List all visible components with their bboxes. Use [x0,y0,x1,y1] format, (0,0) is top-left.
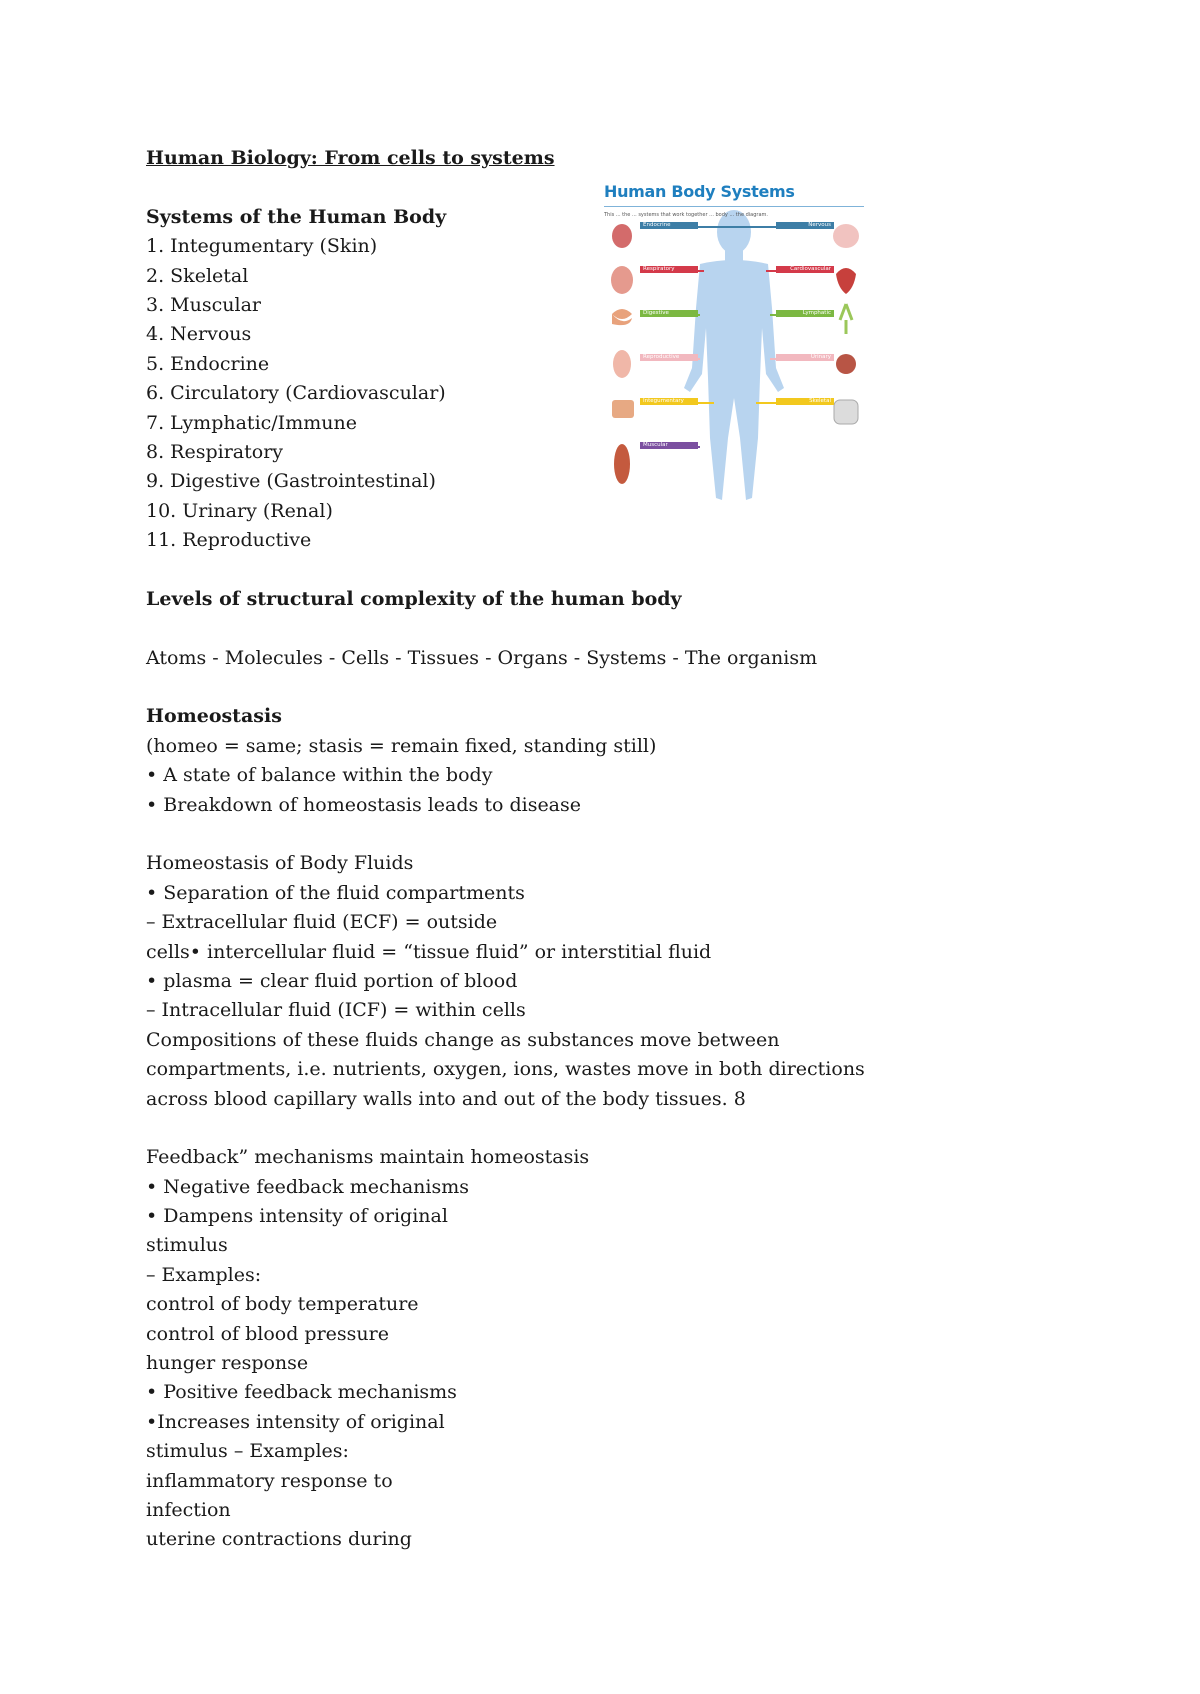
reproductive-organ-icon [613,350,631,378]
feedback-line: •Increases intensity of original [146,1410,445,1433]
systems-heading: Systems of the Human Body [146,205,447,228]
body-fluids-line: • Separation of the fluid compartments [146,881,525,904]
figure-label-left: Digestive [640,310,698,317]
body-fluids-line: compartments, i.e. nutrients, oxygen, ions, wastes move in both directions [146,1058,865,1081]
organ-icons-right [833,224,859,424]
systems-list-item: 5. Endocrine [146,352,270,375]
feedback-line: infection [146,1498,231,1521]
feedback-line: • Dampens intensity of original [146,1205,448,1228]
homeostasis-line: (homeo = same; stasis = remain fixed, standing still) [146,734,657,757]
figure-label-left: Muscular [640,442,698,449]
human-silhouette [684,210,784,500]
homeostasis-section [146,732,786,820]
feedback-line: hunger response [146,1352,309,1375]
brain-icon [833,224,859,248]
ribcage-icon [834,400,858,424]
feedback-line: uterine contractions during [146,1528,412,1551]
levels-heading: Levels of structural complexity of the human body [146,587,682,610]
homeostasis-line: • Breakdown of homeostasis leads to disease [146,793,582,816]
systems-list-item: 3. Muscular [146,293,261,316]
systems-list-item: 10. Urinary (Renal) [146,499,333,522]
levels-text: Atoms - Molecules - Cells - Tissues - Organs - Systems - The organism [146,646,818,669]
kidneys-icon [836,354,856,374]
feedback-line: Feedback” mechanisms maintain homeostasis [146,1146,590,1169]
systems-list-item: 4. Nervous [146,323,252,346]
figure-title-rule [604,206,864,207]
body-fluids-line: • plasma = clear fluid portion of blood [146,969,518,992]
heart-icon [836,268,856,294]
feedback-line: inflammatory response to [146,1469,393,1492]
systems-list-item: 1. Integumentary (Skin) [146,235,378,258]
organ-icons-left [611,224,634,484]
figure-label-left: Reproductive [640,354,698,361]
body-fluids-line: Homeostasis of Body Fluids [146,852,414,875]
body-fluids-line: across blood capillary walls into and out of the body tissues. 8 [146,1087,746,1110]
homeostasis-heading: Homeostasis [146,705,282,728]
systems-list-item: 11. Reproductive [146,529,312,552]
intestines-icon [612,309,632,325]
feedback-line: stimulus – Examples: [146,1440,349,1463]
body-fluids-line: – Intracellular fluid (ICF) = within cells [146,999,526,1022]
figure-label-right: Lymphatic [776,310,834,317]
skin-icon [612,400,634,418]
feedback-section [146,1143,786,1554]
lymph-icon [840,304,852,334]
systems-list-item: 6. Circulatory (Cardiovascular) [146,382,446,405]
systems-list-item: 7. Lymphatic/Immune [146,411,357,434]
feedback-line: control of blood pressure [146,1322,389,1345]
feedback-line: • Positive feedback mechanisms [146,1381,457,1404]
muscle-icon [614,444,630,484]
figure-label-left: Integumentary [640,398,698,405]
body-fluids-line: Compositions of these fluids change as substances move between [146,1028,780,1051]
body-fluids-line: cells• intercellular fluid = “tissue fluid” or interstitial fluid [146,940,712,963]
document-title: Human Biology: From cells to systems [146,147,555,169]
figure-label-left: Endocrine [640,222,698,229]
homeostasis-line: • A state of balance within the body [146,764,493,787]
figure-label-right: Urinary [776,354,834,361]
thyroid-icon [612,224,632,248]
body-fluids-line: – Extracellular fluid (ECF) = outside [146,911,498,934]
feedback-line: • Negative feedback mechanisms [146,1175,469,1198]
figure-label-right: Skeletal [776,398,834,405]
feedback-line: – Examples: [146,1263,262,1286]
figure-title: Human Body Systems [604,182,795,201]
lungs-icon [611,266,633,294]
figure-label-left: Respiratory [640,266,698,273]
systems-list-item: 8. Respiratory [146,440,284,463]
systems-list-item: 9. Digestive (Gastrointestinal) [146,470,436,493]
human-body-systems-figure [600,178,868,548]
body-fluids-section [146,849,865,1114]
body-systems-illustration [600,178,868,548]
feedback-line: control of body temperature [146,1293,419,1316]
figure-label-right: Cardiovascular [776,266,834,273]
figure-label-right: Nervous [776,222,834,229]
systems-list-item: 2. Skeletal [146,264,249,287]
feedback-line: stimulus [146,1234,228,1257]
figure-intro-text: This ... the ... systems that work together ... body ... the diagram. [604,212,768,218]
